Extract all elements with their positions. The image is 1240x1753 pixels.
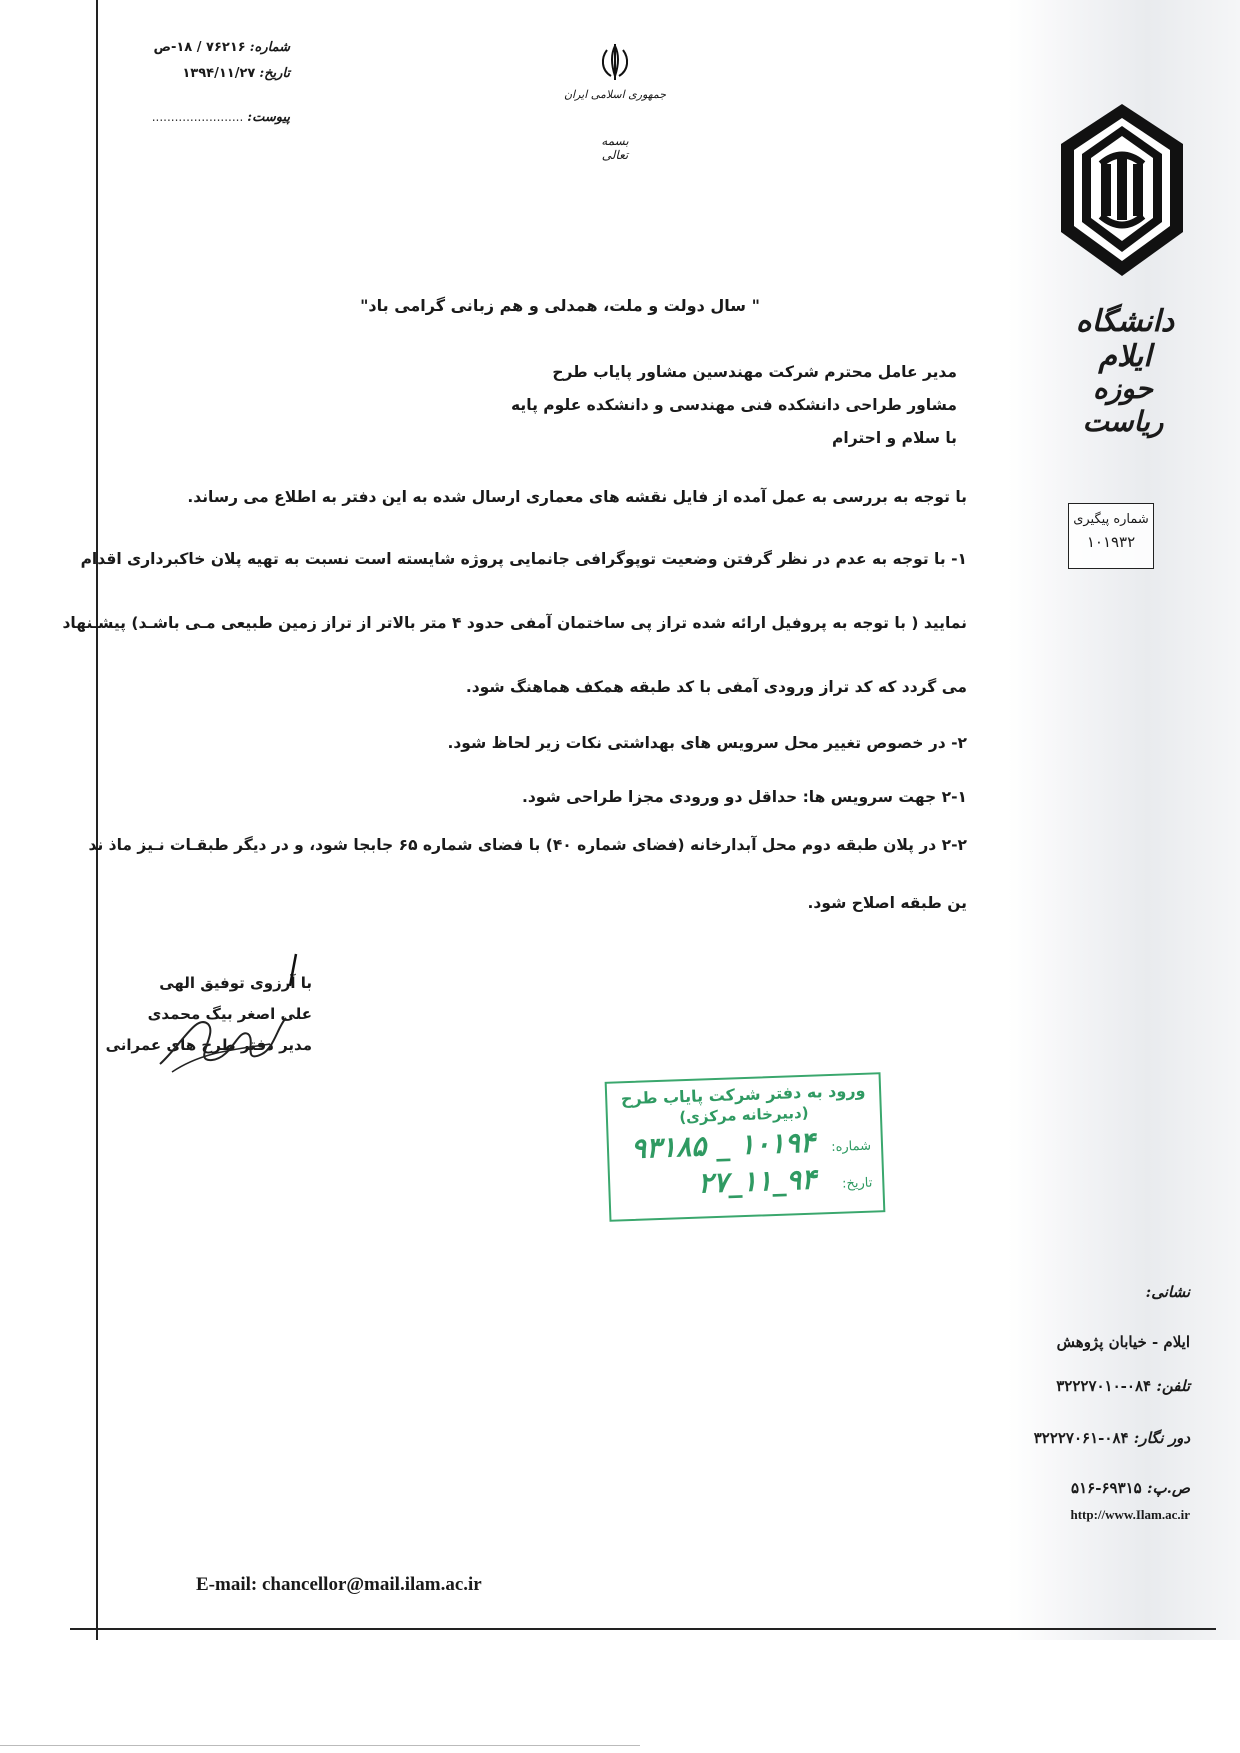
item-2-2-line-1: ۲-۲ در پلان طبقه دوم محل آبدارخانه (فضای شماره ۴۰) با فضای شماره ۶۵ جابجا شود، و در دیگر طبقـات نـیز ماذ ند xyxy=(88,836,967,854)
meta-number-label: شماره: xyxy=(249,40,290,55)
po-box-row xyxy=(1071,1479,1190,1497)
footer-email[interactable]: E-mail: chancellor@mail.ilam.ac.ir xyxy=(196,1574,482,1595)
meta-date-label: تاریخ: xyxy=(259,66,290,81)
stamp-title: ورود به دفتر شرکت پایاب طرح xyxy=(620,1080,866,1109)
stamp-number-label: شماره: xyxy=(830,1138,872,1155)
item-2-1: ۲-۱ جهت سرویس ها: حداقل دو ورودی مجزا طراحی شود. xyxy=(521,788,967,806)
meta-attachment-dots: ........................ xyxy=(151,110,244,124)
meta-date-value: ۱۳۹۴/۱۱/۲۷ xyxy=(182,66,256,81)
address-label: نشانی: xyxy=(1145,1283,1190,1301)
received-stamp xyxy=(605,1072,886,1222)
university-name: دانشگاه ایلام xyxy=(1075,304,1175,374)
tracking-number: ۱۰۱۹۳۲ xyxy=(1086,533,1136,551)
scan-artifact-line xyxy=(0,1745,640,1746)
phone-row xyxy=(1056,1377,1190,1395)
iran-emblem-icon xyxy=(597,42,633,82)
meta-attachment-label: پیوست: xyxy=(247,110,290,125)
stamp-number-row xyxy=(608,1123,881,1165)
stamp-date-row xyxy=(610,1160,883,1202)
emblem-title: جمهوری اسلامی ایران xyxy=(563,88,667,101)
signature-tick-icon xyxy=(286,952,300,988)
item-1-line-3: می گردد که کد تراز ورودی آمفی با کد طبقه همکف هماهنگ شود. xyxy=(465,678,967,696)
meta-attachment-row xyxy=(134,110,290,136)
tracking-label: شماره پیگیری xyxy=(1073,512,1149,527)
year-motto: " سال دولت و ملت، همدلی و هم زبانی گرامی باد" xyxy=(360,296,760,315)
recipient-line-2: مشاور طراحی دانشکده فنی مهندسی و دانشکده علوم پایه xyxy=(511,396,957,414)
stamp-date-label: تاریخ: xyxy=(841,1175,873,1192)
item-1-line-1: ۱- با توجه به عدم در نظر گرفتن وضعیت توپوگرافی جانمایی پروژه شایسته است نسبت به تهیه پلان خاکبرداری اقدام xyxy=(80,550,967,568)
meta-number-row xyxy=(134,40,290,66)
recipient-line-1: مدیر عامل محترم شرکت مهندسین مشاور پایاب طرح xyxy=(552,363,957,381)
margin-line xyxy=(96,0,98,1640)
addressee-block xyxy=(357,356,957,455)
signer-title: مدیر دفتر طرح های عمرانی xyxy=(105,1036,312,1054)
emblem-subtitle: بسمه تعالی xyxy=(601,134,629,162)
po-box-label: ص.پ: xyxy=(1146,1479,1190,1497)
handwritten-signature-icon xyxy=(152,1004,292,1078)
fax-label: دور نگار: xyxy=(1133,1429,1190,1447)
phone-number: ۰۸۴-۳۲۲۲۷۰۱۰ xyxy=(1056,1377,1152,1395)
address-text: ایلام - خیابان پژوهش xyxy=(1056,1333,1190,1351)
letter-meta xyxy=(134,40,290,136)
body-intro: با توجه به بررسی به عمل آمده از فایل نقشه های معماری ارسال شده به این دفتر به اطلاع می رساند. xyxy=(187,488,967,506)
website-link[interactable]: http://www.Ilam.ac.ir xyxy=(1070,1507,1190,1522)
fax-number: ۰۸۴-۳۲۲۲۷۰۶۱ xyxy=(1033,1429,1129,1447)
item-2-2-line-2: ین طبقه اصلاح شود. xyxy=(807,894,967,912)
item-1-line-2: نمایید ( با توجه به پروفیل ارائه شده تراز پی ساختمان آمفی حدود ۴ متر بالاتر از تراز زمین طبیعی مـی باشـد) پیشـنهاد xyxy=(62,614,967,632)
meta-number-value: ۷۶۲۱۶ / ۱۸-ص xyxy=(153,40,246,55)
stamp-date-value: ۹۴_۱۱_۲۷ xyxy=(697,1162,817,1200)
stamp-number-value: ۱۰۱۹۴ _ ۹۳۱۸۵ xyxy=(630,1125,816,1165)
stamp-subtitle: (دبیرخانه مرکزی) xyxy=(678,1103,809,1127)
item-2: ۲- در خصوص تغییر محل سرویس های بهداشتی نکات زیر لحاظ شود. xyxy=(447,734,967,752)
signer-name: علی اصغر بیگ محمدی xyxy=(147,1005,312,1023)
office-name: حوزه ریاست xyxy=(1082,372,1164,438)
tracking-box xyxy=(1068,503,1154,569)
meta-date-row xyxy=(134,66,290,92)
footer-divider xyxy=(70,1628,1216,1630)
phone-label: تلفن: xyxy=(1156,1377,1190,1395)
greeting: با سلام و احترام xyxy=(832,429,957,447)
fax-row xyxy=(1034,1429,1190,1447)
university-logo-icon xyxy=(1057,100,1187,280)
po-box-number: ۶۹۳۱۵-۵۱۶ xyxy=(1071,1479,1142,1497)
closing-line: با آرزوی توفیق الهی xyxy=(159,974,312,992)
